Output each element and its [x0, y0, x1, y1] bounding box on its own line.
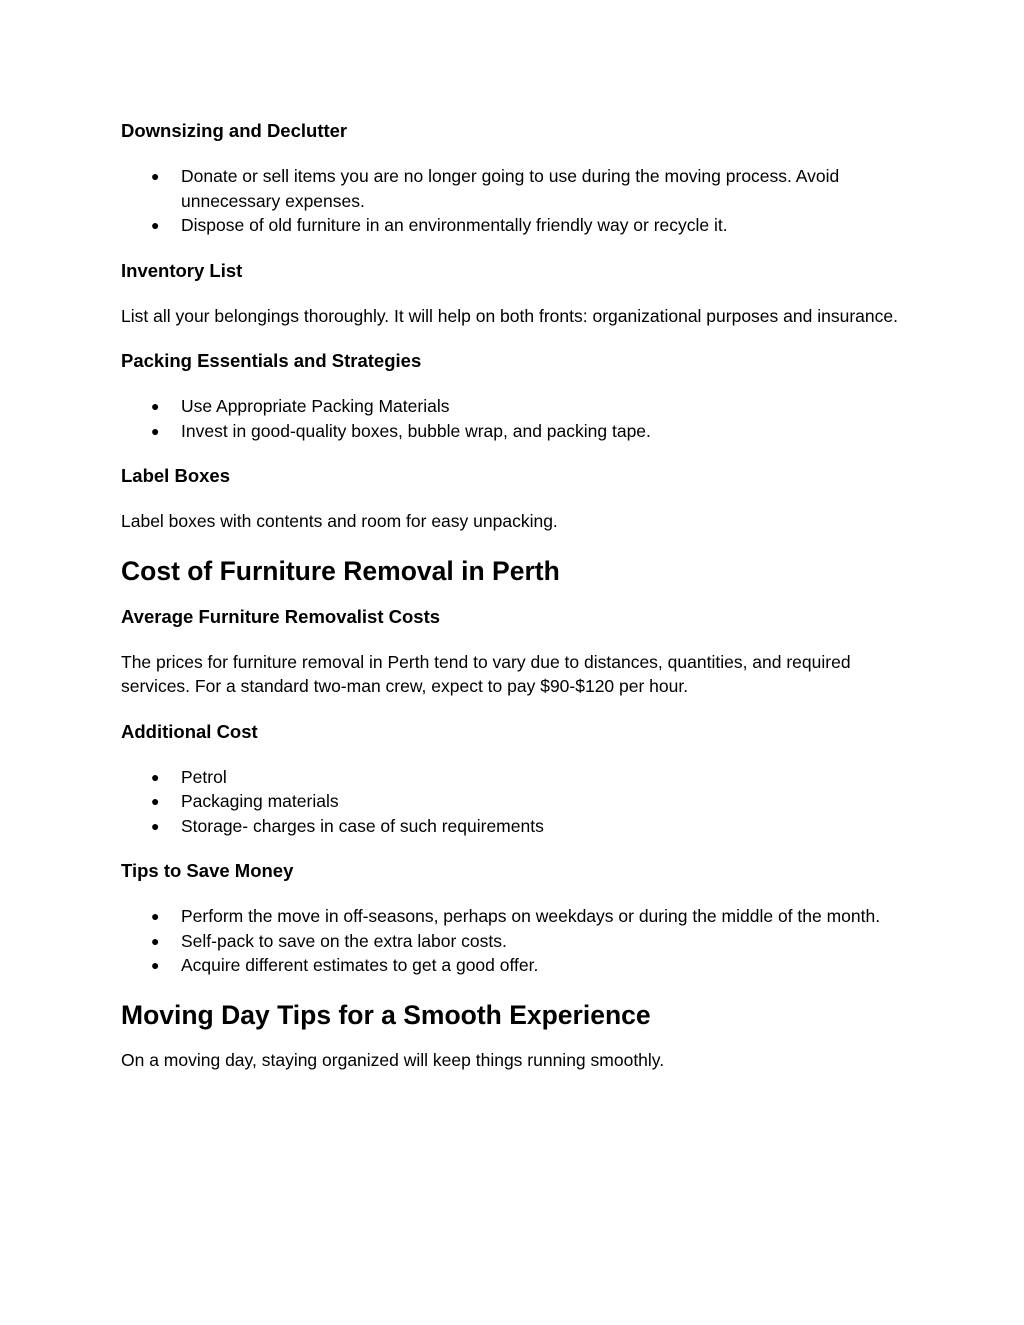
- list-item: ● Perform the move in off-seasons, perhaps on weekdays or during the middle of the month.: [121, 904, 901, 929]
- bullet-icon: ●: [151, 217, 160, 233]
- paragraph-average-costs: The prices for furniture removal in Perth tend to vary due to distances, quantities, and required services. For a standard two-man crew, expect to pay $90-$120 per hour.: [121, 651, 851, 696]
- list-item: ● Acquire different estimates to get a good offer.: [121, 953, 901, 978]
- list-downsizing: [121, 164, 901, 238]
- bullet-icon: ●: [151, 768, 160, 785]
- heading-downsizing: Downsizing and Declutter: [121, 120, 348, 141]
- bullet-icon: ●: [151, 932, 160, 949]
- heading-additional-cost: Additional Cost: [121, 720, 258, 742]
- document-content: [121, 118, 901, 1072]
- paragraph-inventory: List all your belongings thoroughly. It will help on both fronts: organizational purposes and insurance.: [121, 305, 898, 326]
- bullet-icon: ●: [151, 398, 160, 414]
- paragraph-moving-day: On a moving day, staying organized will keep things running smoothly.: [121, 1049, 665, 1070]
- list-additional-cost: [121, 765, 901, 839]
- list-item: ● Self-pack to save on the extra labor costs.: [121, 929, 901, 954]
- bullet-icon: ●: [151, 793, 160, 809]
- heading-tips-save-money: Tips to Save Money: [121, 860, 294, 881]
- list-item: ● Donate or sell items you are no longer going to use during the moving process. Avoid unnecessary expenses.: [151, 166, 840, 211]
- list-tips-save-money: [121, 904, 901, 978]
- section-title-moving-day: Moving Day Tips for a Smooth Experience: [121, 999, 651, 1030]
- section-title-cost: Cost of Furniture Removal in Perth: [121, 555, 560, 586]
- list-item: ● Dispose of old furniture in an environmentally friendly way or recycle it.: [121, 213, 901, 238]
- bullet-icon: ●: [151, 817, 160, 834]
- list-item: ● Packaging materials: [121, 789, 901, 814]
- list-item: ● Storage- charges in case of such requirements: [121, 814, 901, 839]
- list-item: ● Petrol: [121, 765, 901, 790]
- heading-average-costs: Average Furniture Removalist Costs: [121, 605, 441, 627]
- list-item: ● Invest in good-quality boxes, bubble wrap, and packing tape.: [121, 419, 901, 444]
- paragraph-label-boxes: Label boxes with contents and room for easy unpacking.: [121, 511, 558, 531]
- heading-inventory: Inventory List: [121, 259, 243, 281]
- bullet-icon: ●: [151, 957, 160, 973]
- heading-packing: Packing Essentials and Strategies: [121, 350, 422, 371]
- list-item: ● Use Appropriate Packing Materials: [121, 394, 901, 419]
- bullet-icon: ●: [151, 908, 160, 924]
- bullet-icon: ●: [151, 168, 160, 184]
- list-packing: [121, 394, 901, 443]
- bullet-icon: ●: [151, 422, 160, 439]
- heading-label-boxes: Label Boxes: [121, 465, 230, 486]
